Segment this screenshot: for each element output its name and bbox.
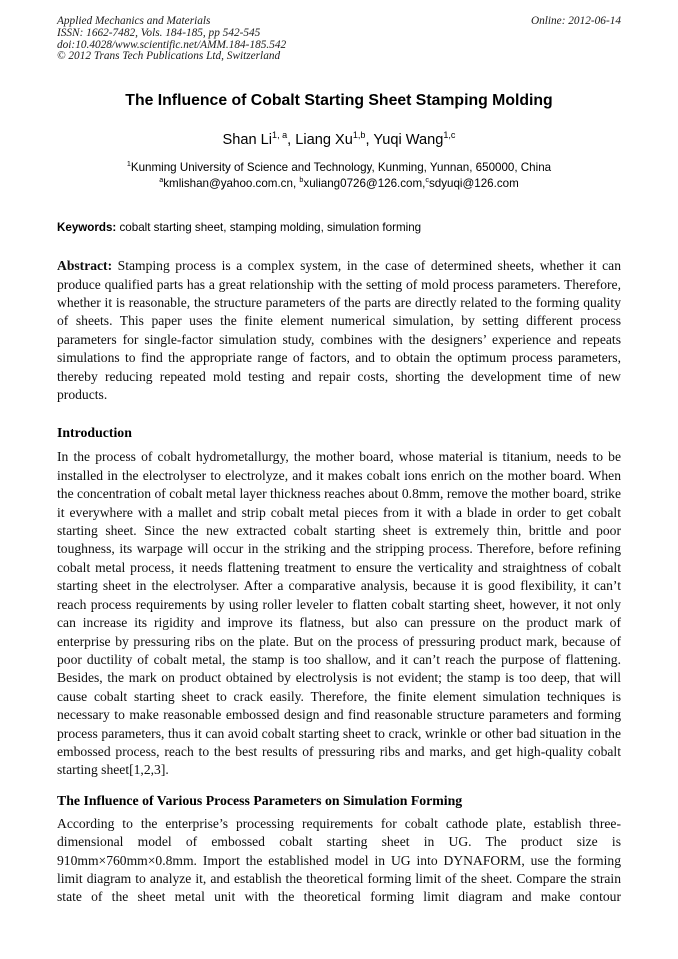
email-superscript: a xyxy=(159,175,164,185)
abstract-text: Stamping process is a complex system, in the case of determined sheets, whether it can produce qualified parts has a great relationship with the setting of mold process parameters. Therefore, whether it is reasonable, the structure parameters of the parts are directly related to the forming quality of sheets. This paper uses the finite element numerical simulation, by setting different process parameters for single-factor simulation study, combines with the designers’ experience and repeats simulations to find the appropriate range of factors, and to obtain the optimum process parameters, thereby reducing repeated mold testing and repair costs, shorting the development time of new products. xyxy=(57,258,621,403)
author-superscript: 1, a xyxy=(272,130,288,141)
journal-header-left xyxy=(57,16,286,63)
email-address: sdyuqi@126.com xyxy=(429,177,519,191)
author-separator: , xyxy=(365,132,374,149)
author-superscript: 1,b xyxy=(352,130,366,141)
journal-header xyxy=(57,16,621,63)
affiliation-line xyxy=(57,161,621,174)
introduction-paragraph: In the process of cobalt hydrometallurgy, the mother board, whose material is titanium, needs to be installed in the electrolyser to electrolyze, and it makes cobalt ions enrich on the mother board. When the concentration of cobalt metal layer thickness reaches about 0.8mm, remove the mother board, strike it everywhere with a mallet and strip cobalt metal pieces from it with a blade in order to get cobalt starting sheet. Since the new extracted cobalt starting sheet is extremely thin, brittle and poor toughness, its warpage will occur in the striking and the stripping process. Therefore, before refining cobalt metal process, it needs flattening treatment to ensure the verticality and straightness of cobalt starting sheet in the electrolyser. After a comparative analysis, because it is good flexibility, it can’t reach process requirements by using roller leveler to flatten cobalt starting sheet, however, it not only can increase its rigidity and improve its flatness, but also can pressure on the product mark of enterprise by pressuring ribs on the plate. But on the process of pressuring product mark, because of poor ductility of cobalt metal, the stamp is too shallow, and it can’t reach the purpose of flattening. Besides, the mark on product obtained by electrolysis is not evident; the stamp is too deep, that will cause cobalt starting sheet to crack easily. Therefore, the finite element simulation techniques is necessary to make reasonable embossed design and find reasonable structure parameters and forming process parameters, thus it can avoid cobalt starting sheet to crack, wrinkle or other bad situation in the embossed process, reach to the best results of pressuring ribs and marks, and get high-quality cobalt starting sheet[1,2,3]. xyxy=(57,449,621,778)
section-heading-introduction: Introduction xyxy=(57,425,132,441)
emails-line xyxy=(57,177,621,190)
journal-doi: doi:10.4028/www.scientific.net/AMM.184-185.542 xyxy=(57,38,287,51)
journal-issn: ISSN: 1662-7482, Vols. 184-185, pp 542-545 xyxy=(57,26,261,39)
author-name: Liang Xu xyxy=(295,132,353,149)
journal-copyright: © 2012 Trans Tech Publications Ltd, Switzerland xyxy=(57,50,281,63)
author-name: Yuqi Wang xyxy=(373,132,444,149)
email-superscript: b xyxy=(299,175,304,185)
email-superscript: c xyxy=(425,175,429,185)
email-address: xuliang0726@126.com xyxy=(303,177,423,191)
process-parameters-paragraph: According to the enterprise’s processing requirements for cobalt cathode plate, establish three-dimensional model of embossed cobalt starting sheet in UG. The product size is 910mm×760mm×0.8mm. Import the established model in UG into DYNAFORM, use the forming limit diagram to analyze it, and establish the theoretical forming limit of the sheet. Compare the strain state of the sheet metal unit with the theoretical forming limit diagram and make contour xyxy=(57,815,621,905)
email-separator: , xyxy=(422,177,426,191)
abstract-label: Abstract: xyxy=(57,258,113,274)
section-heading-process-parameters: The Influence of Various Process Parameters on Simulation Forming xyxy=(57,792,463,808)
affiliation-superscript: 1 xyxy=(126,159,131,169)
keywords-label: Keywords: xyxy=(57,221,117,235)
online-date: Online: 2012-06-14 xyxy=(530,15,621,27)
keywords-text: cobalt starting sheet, stamping molding, simulation forming xyxy=(116,221,422,235)
keywords-line xyxy=(57,221,621,234)
abstract-paragraph xyxy=(57,257,621,404)
email-address: kmlishan@yahoo.com.cn xyxy=(163,177,293,191)
paper-title: The Influence of Cobalt Starting Sheet Stamping Molding xyxy=(125,92,553,110)
affiliation-text: Kunming University of Science and Technology, Kunming, Yunnan, 650000, China xyxy=(130,161,552,175)
journal-name: Applied Mechanics and Materials xyxy=(57,15,211,27)
email-separator: , xyxy=(292,177,300,191)
author-separator: , xyxy=(287,132,296,149)
authors-line xyxy=(57,132,621,148)
author-superscript: 1,c xyxy=(443,130,456,141)
author-name: Shan Li xyxy=(222,132,273,149)
